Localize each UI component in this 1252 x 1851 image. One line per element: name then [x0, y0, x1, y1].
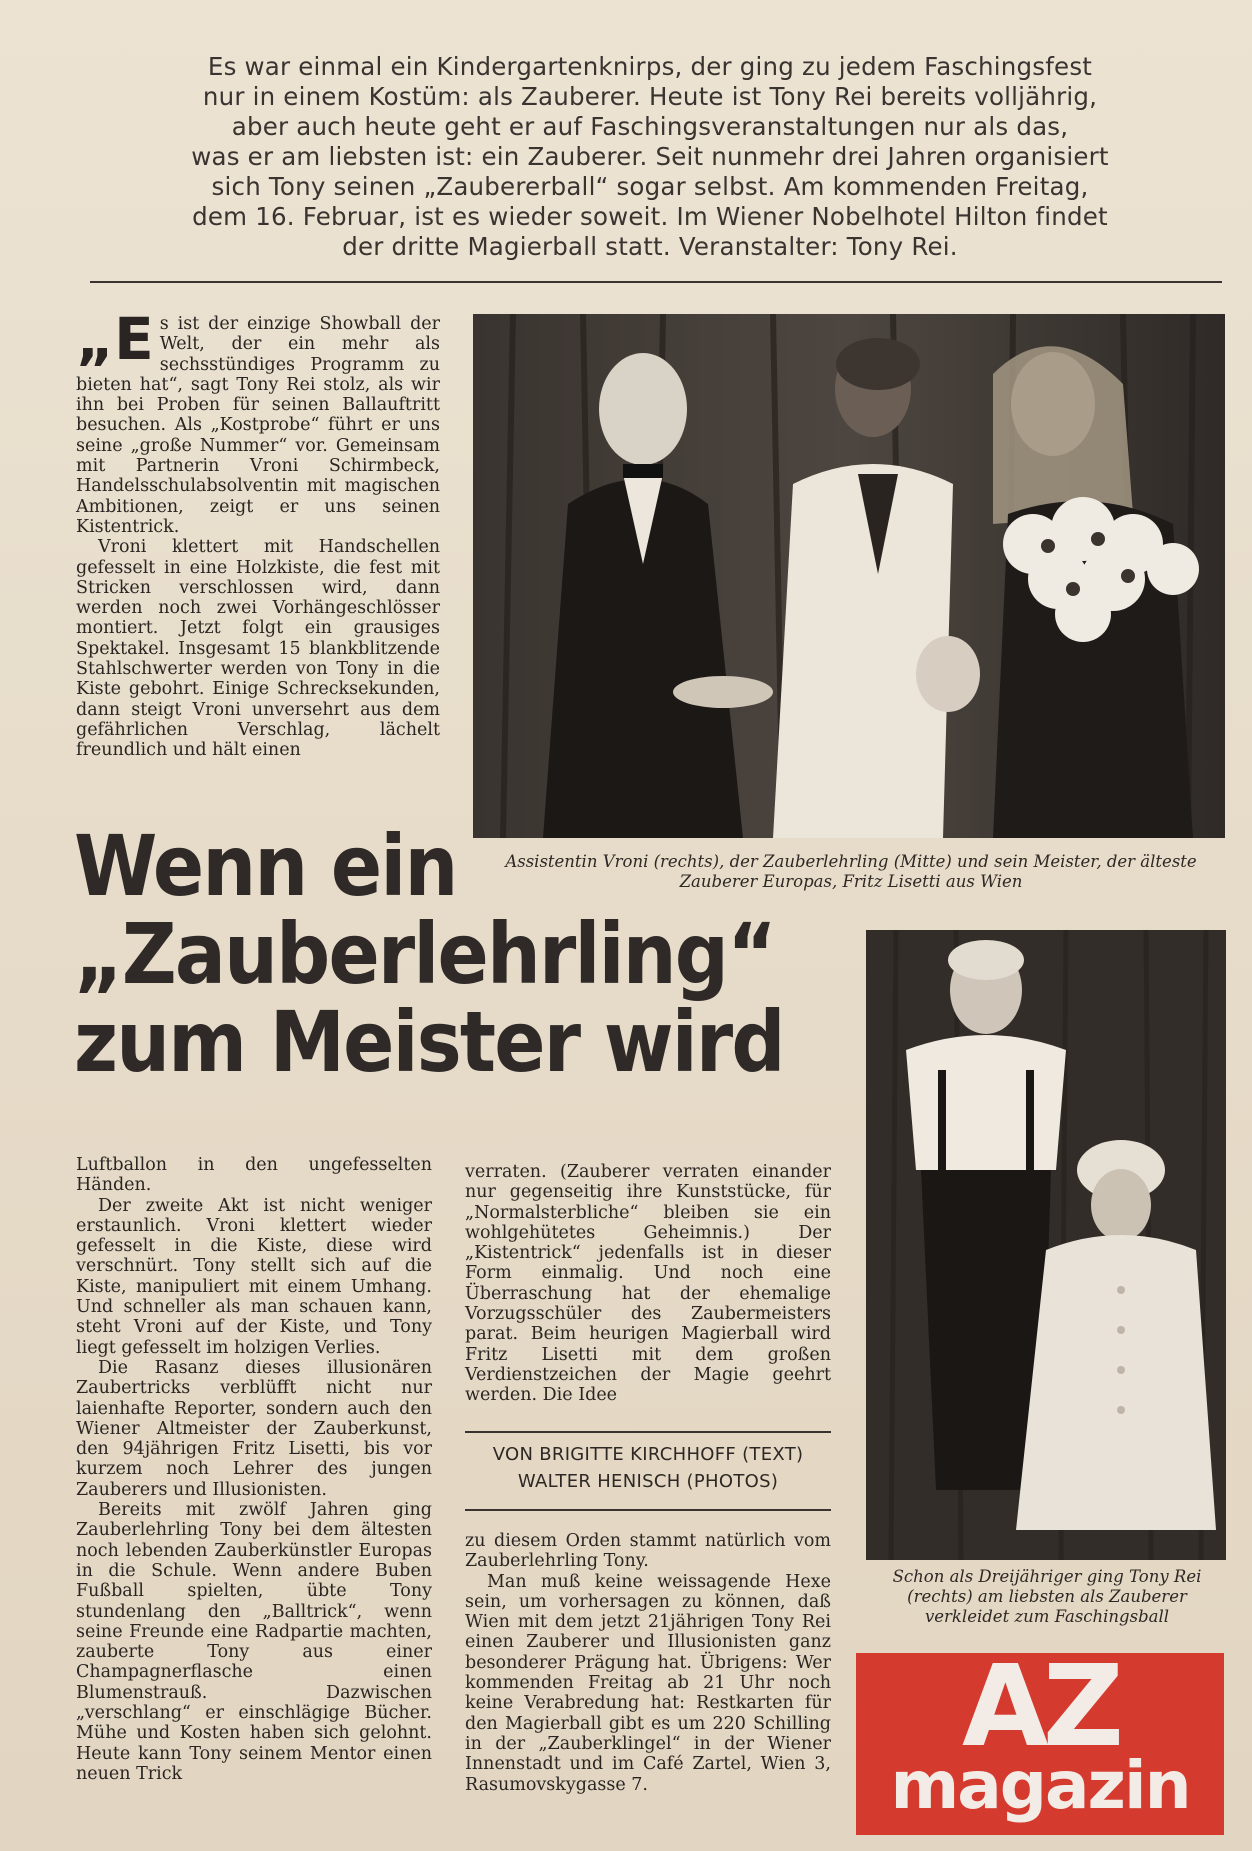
photo-children — [866, 930, 1226, 1560]
byline — [465, 1441, 831, 1495]
article-paragraph: Vroni klettert mit Handschellen gefesselt in eine Holzkiste, die fest mit Stricken verschlossen wird, dann werden noch zwei Vorhängeschlösser montiert. Jetzt folgt ein grausiges Spektakel. Insgesamt 15 blankblitzende Stahlschwerter werden von Tony in die Kiste gebohrt. Einige Schrecksekunden, dann steigt Vroni unversehrt aus dem gefährlichen Verschlag, lächelt freundlich und hält einen — [76, 537, 440, 761]
intro-line: aber auch heute geht er auf Faschingsveranstaltungen nur als das, — [231, 112, 1069, 141]
article-paragraph: „E s ist der einzige Showball der Welt, der ein mehr als sechsstündiges Programm zu bieten hat“, sagt Tony Rei stolz, als wir ihn bei Proben für seinen Ballauftritt besuchen. Als „Kostprobe“ führt er uns seine „große Nummer“ vor. Gemeinsam mit Partnerin Vroni Schirmbeck, Handelsschulabsolventin mit magischen Ambitionen, zeigt er uns seinen Kistentrick. — [76, 305, 440, 537]
intro-line: Es war einmal ein Kindergartenknirps, der ging zu jedem Faschingsfest — [207, 52, 1093, 81]
byline-text: VON BRIGITTE KIRCHHOFF (TEXT) — [492, 1444, 804, 1465]
article-paragraph: Man muß keine weissagende Hexe sein, um vorhersagen zu können, daß Wien mit dem jetzt 21jährigen Tony Rei einen Zauberer und Illusionisten ganz besonderer Prägung hat. Übrigens: Wer kommenden Freitag ab 21 Uhr noch keine Verabredung hat: Restkarten für den Magierball gibt es um 220 Schilling in der „Zauberklingel“ in der Wiener Innenstadt und im Café Zartel, Wien 3, Rasumovskygasse 7. — [465, 1571, 831, 1795]
intro-line: dem 16. Februar, ist es wieder soweit. Im Wiener Nobelhotel Hilton findet — [192, 202, 1108, 231]
article-column-2-top — [465, 1162, 831, 1406]
byline-divider — [465, 1431, 831, 1433]
article-paragraph: Der zweite Akt ist nicht weniger erstaunlich. Vroni klettert wieder gefesselt in die Kiste, diese wird verschnürt. Tony stellt sich auf die Kiste, manipuliert mit einem Umhang. Und schneller als man schauen kann, steht Vroni auf der Kiste, und Tony liegt gefesselt im holzigen Verlies. — [76, 1195, 432, 1358]
byline-photos: WALTER HENISCH (PHOTOS) — [517, 1471, 779, 1492]
logo-az-text: AZ — [962, 1653, 1118, 1772]
photo-caption: Schon als Dreijähriger ging Tony Rei (rechts) am liebsten als Zauberer verkleidet zum Faschingsball — [892, 1567, 1202, 1626]
intro-line: was er am liebsten ist: ein Zauberer. Seit nunmehr drei Jahren organisiert — [191, 142, 1109, 171]
intro-paragraph — [150, 52, 1150, 262]
article-column-1-top — [76, 305, 440, 761]
photo-magicians — [473, 314, 1225, 838]
headline-line: zum Meister wird — [74, 993, 784, 1091]
article-column-2-bottom — [465, 1531, 831, 1795]
intro-line: der dritte Magierball statt. Veranstalter: Tony Rei. — [342, 232, 958, 261]
article-paragraph: Luftballon in den ungefesselten Händen. — [76, 1155, 432, 1196]
top-divider — [90, 281, 1222, 283]
article-paragraph: verraten. (Zauberer verraten einander nur gegenseitig ihre Kunststücke, für „Normalsterbliche“ bleiben sie ein wohlgehütetes Geheimnis.) Der „Kistentrick“ jedenfalls ist in dieser Form einmalig. Und noch eine Überraschung hat der ehemalige Vorzugsschüler des Zaubermeisters parat. Beim heurigen Magierball wird Fritz Lisetti mit dem großen Verdienstzeichen der Magie geehrt werden. Die Idee — [465, 1162, 831, 1406]
photo-caption: Assistentin Vroni (rechts), der Zauberlehrling (Mitte) und sein Meister, der älteste Zauberer Europas, Fritz Lisetti aus Wien — [505, 852, 1197, 891]
intro-line: nur in einem Kostüm: als Zauberer. Heute ist Tony Rei bereits volljährig, — [202, 82, 1098, 111]
article-paragraph: zu diesem Orden stammt natürlich vom Zauberlehrling Tony. — [465, 1531, 831, 1572]
logo-magazin-text: magazin — [890, 1747, 1190, 1824]
drop-cap: „E — [76, 305, 154, 373]
az-magazin-logo — [856, 1653, 1224, 1835]
article-column-1-bottom — [76, 1155, 432, 1784]
headline — [74, 817, 784, 1091]
headline-line: „Zauberlehrling“ — [74, 905, 775, 1003]
byline-divider — [465, 1509, 831, 1511]
intro-line: sich Tony seinen „Zaubererball“ sogar selbst. Am kommenden Freitag, — [211, 172, 1089, 201]
article-paragraph: Bereits mit zwölf Jahren ging Zauberlehrling Tony bei dem ältesten noch lebenden Zauberkünstler Europas in die Schule. Wenn andere Buben Fußball spielten, übte Tony stundenlang den „Balltrick“, wenn seine Freunde eine Radpartie machten, zauberte Tony aus einer Champagnerflasche einen Blumenstrauß. Dazwischen „verschlang“ er einschlägige Bücher. Mühe und Kosten haben sich gelohnt. Heute kann Tony seinem Mentor einen neuen Trick — [76, 1500, 432, 1784]
article-paragraph: Die Rasanz dieses illusionären Zaubertricks verblüfft nicht nur laienhafte Reporter, sondern auch den Wiener Altmeister der Zauberkunst, den 94jährigen Fritz Lisetti, bis vor kurzem noch Lehrer des jungen Zauberers und Illusionisten. — [76, 1357, 432, 1500]
headline-line: Wenn ein — [74, 817, 457, 915]
